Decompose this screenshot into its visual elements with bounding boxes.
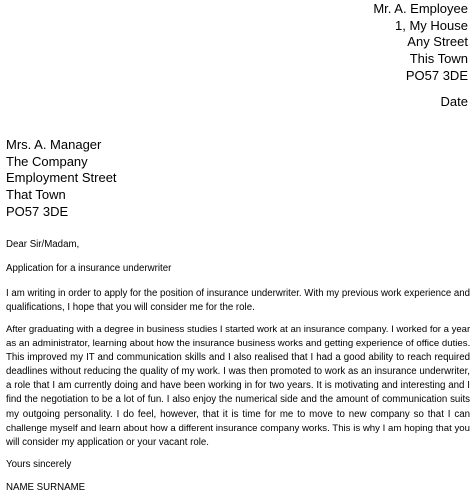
paragraph-line: deadlines without reducing the quality of my work. I was then promoted to work as an insurance underwriter, bbox=[6, 366, 470, 378]
closing: Yours sincerely bbox=[6, 459, 72, 470]
paragraph-line: will consider my application or your vacant role. bbox=[6, 436, 209, 448]
paragraph-line: as an administrator, learning about how the insurance business works and getting experience of office duties. bbox=[6, 338, 471, 350]
paragraph-line: After graduating with a degree in business studies I started work at an insurance company. I worked for a year bbox=[6, 324, 471, 335]
salutation: Dear Sir/Madam, bbox=[6, 239, 80, 250]
recipient-name: Mrs. A. Manager bbox=[6, 137, 102, 152]
recipient-street: Employment Street bbox=[6, 170, 117, 186]
paragraph-line: qualifications, I hope that you will consider me for the role. bbox=[6, 302, 255, 314]
paragraph-line: a role that I am currently doing and have been working in for two years. It is motivating and interesting and I bbox=[6, 380, 470, 392]
paragraph-line: This improved my IT and communication skills and I also realised that I had a good ability to reach required bbox=[6, 352, 470, 364]
signature-name: NAME SURNAME bbox=[6, 482, 86, 493]
date-label: Date bbox=[440, 94, 468, 109]
sender-name: Mr. A. Employee bbox=[373, 1, 468, 16]
sender-address-line: 1, My House bbox=[395, 17, 468, 33]
paragraph-line: my outgoing personality. I do feel, however, that it is time for me to move to new company so that I can bbox=[6, 408, 470, 420]
sender-address-line: This Town bbox=[409, 51, 468, 67]
recipient-address-block bbox=[6, 137, 117, 221]
sender-postcode: PO57 3DE bbox=[405, 67, 468, 83]
subject-line: Application for a insurance underwriter bbox=[6, 263, 172, 274]
recipient-postcode: PO57 3DE bbox=[6, 203, 69, 219]
paragraph-line: challenge myself and learn about how a different insurance company works. This is why I am hoping that you bbox=[6, 422, 470, 434]
sender-address-line: Any Street bbox=[407, 34, 468, 50]
paragraph-line: find the negotiation to be a lot of fun. I also enjoy the numerical side and the amount of communication suits bbox=[6, 394, 470, 406]
recipient-company: The Company bbox=[6, 153, 88, 169]
paragraph-line: I am writing in order to apply for the position of insurance underwriter. With my previous work experience and bbox=[6, 288, 470, 299]
recipient-town: That Town bbox=[6, 187, 66, 203]
sender-address-block bbox=[373, 1, 468, 85]
paragraph-experience bbox=[6, 323, 470, 450]
paragraph-intro bbox=[6, 287, 470, 315]
